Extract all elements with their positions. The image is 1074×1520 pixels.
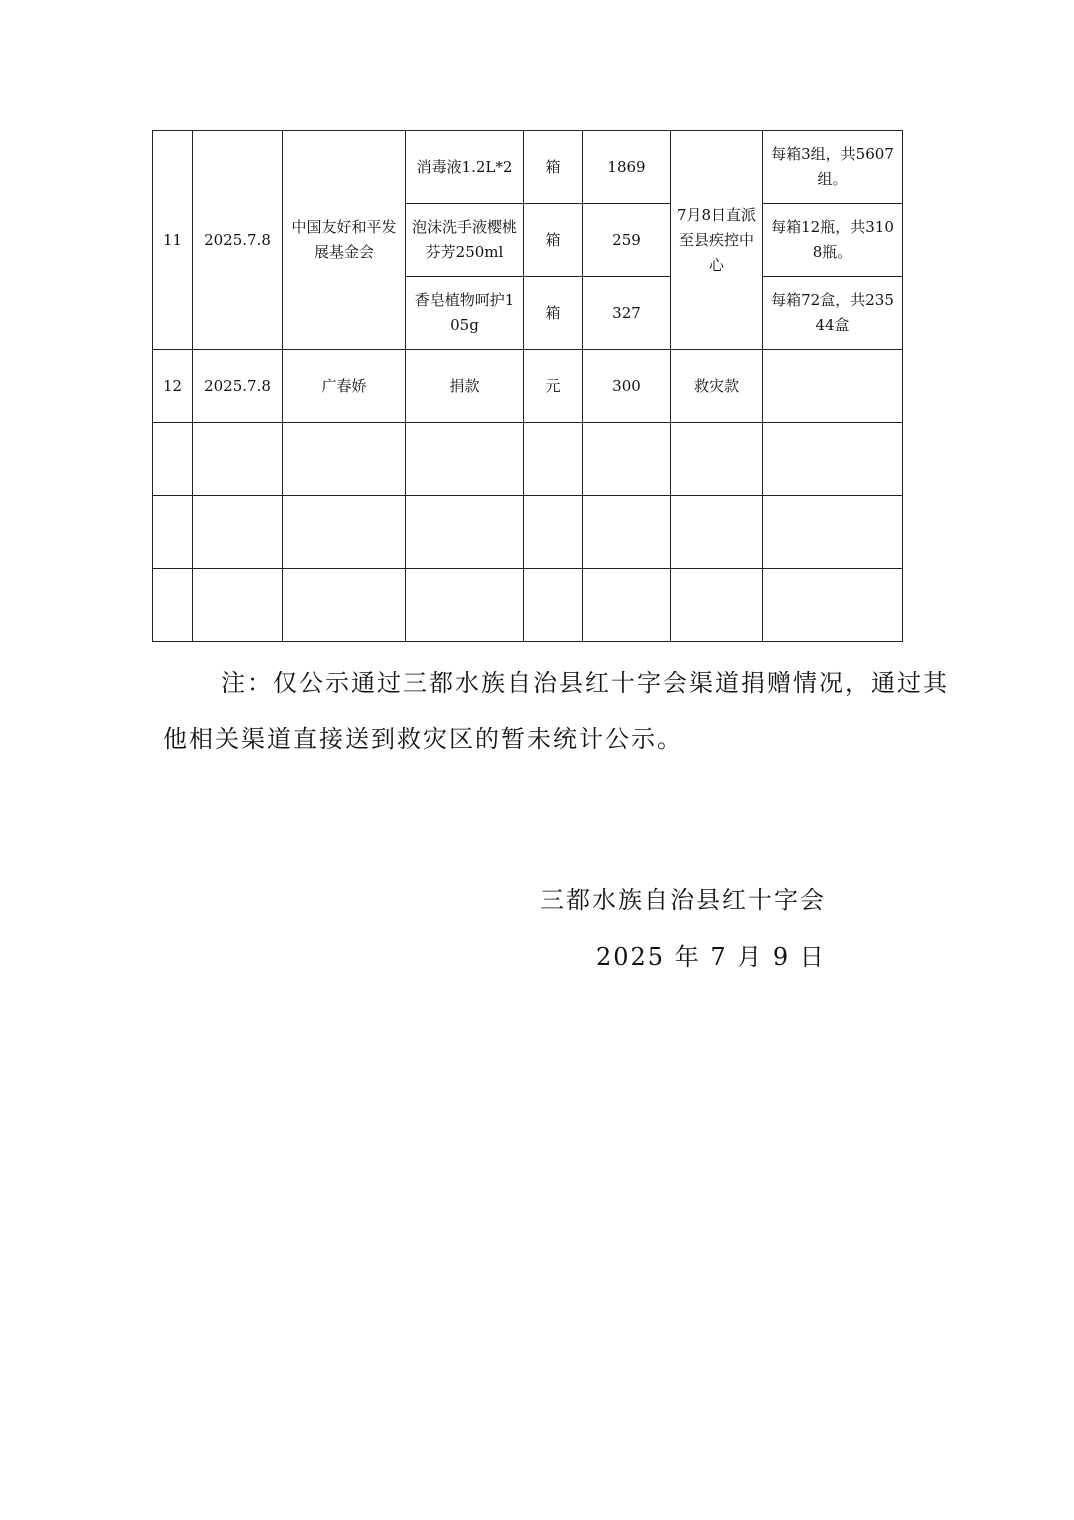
item-name: 香皂植物呵护105g [406, 277, 524, 350]
empty-cell [583, 423, 671, 496]
item-quantity: 259 [583, 204, 671, 277]
empty-cell [671, 496, 763, 569]
item-destination: 7月8日直派至县疾控中心 [671, 131, 763, 350]
empty-cell [524, 496, 583, 569]
empty-cell [153, 423, 193, 496]
empty-cell [524, 569, 583, 642]
signature-date: 2025 年 7 月 9 日 [596, 943, 826, 971]
empty-cell [283, 496, 406, 569]
row-number: 12 [153, 350, 193, 423]
empty-cell [193, 423, 283, 496]
empty-cell [406, 569, 524, 642]
item-unit: 箱 [524, 277, 583, 350]
empty-table-row [153, 423, 903, 496]
empty-cell [583, 569, 671, 642]
donation-table [152, 130, 903, 642]
empty-cell [671, 569, 763, 642]
empty-cell [763, 496, 903, 569]
donor-name: 广春娇 [283, 350, 406, 423]
donation-date: 2025.7.8 [193, 350, 283, 423]
empty-cell [283, 423, 406, 496]
item-unit: 箱 [524, 204, 583, 277]
item-destination: 救灾款 [671, 350, 763, 423]
empty-cell [153, 569, 193, 642]
empty-cell [763, 423, 903, 496]
item-quantity: 327 [583, 277, 671, 350]
item-name: 消毒液1.2L*2 [406, 131, 524, 204]
item-quantity: 300 [583, 350, 671, 423]
item-unit: 箱 [524, 131, 583, 204]
table-row [153, 350, 903, 423]
empty-cell [406, 423, 524, 496]
empty-cell [671, 423, 763, 496]
empty-table-row [153, 496, 903, 569]
empty-rows [153, 423, 903, 642]
item-name: 泡沫洗手液樱桃芬芳250ml [406, 204, 524, 277]
item-remark: 每箱72盒，共23544盒 [763, 277, 903, 350]
item-unit: 元 [524, 350, 583, 423]
item-remark [763, 350, 903, 423]
item-name: 捐款 [406, 350, 524, 423]
row-number: 11 [153, 131, 193, 350]
item-remark: 每箱3组，共5607组。 [763, 131, 903, 204]
table-row [153, 131, 903, 204]
empty-table-row [153, 569, 903, 642]
empty-cell [193, 569, 283, 642]
empty-cell [283, 569, 406, 642]
empty-cell [524, 423, 583, 496]
empty-cell [763, 569, 903, 642]
item-remark: 每箱12瓶，共3108瓶。 [763, 204, 903, 277]
empty-cell [153, 496, 193, 569]
empty-cell [406, 496, 524, 569]
item-quantity: 1869 [583, 131, 671, 204]
empty-cell [583, 496, 671, 569]
footnote: 注：仅公示通过三都水族自治县红十字会渠道捐赠情况，通过其他相关渠道直接送到救灾区的暂未统计公示。 [163, 669, 949, 753]
signature-organization: 三都水族自治县红十字会 [540, 886, 826, 914]
donor-name: 中国友好和平发展基金会 [283, 131, 406, 350]
empty-cell [193, 496, 283, 569]
donation-date: 2025.7.8 [193, 131, 283, 350]
